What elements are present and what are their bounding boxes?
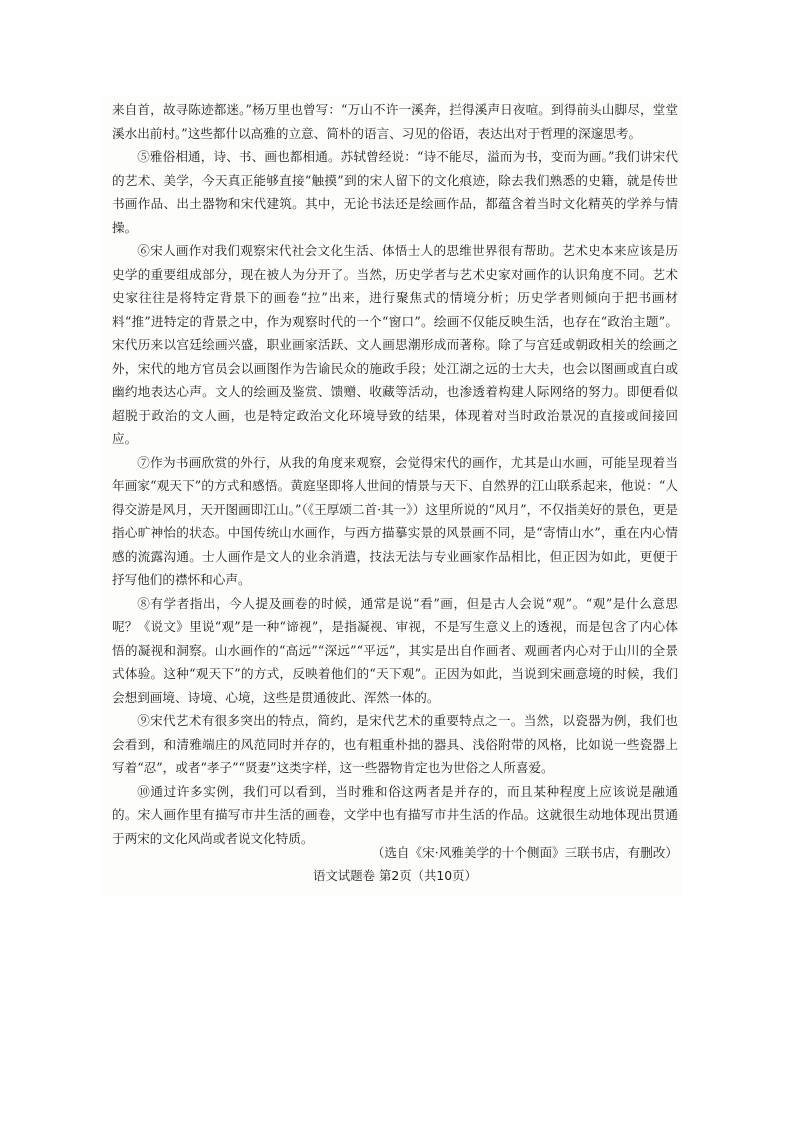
page-footer: 语文试题卷 第2页（共10页） bbox=[313, 868, 477, 883]
paragraph-10: ⑩通过许多实例，我们可以看到，当时雅和俗这两者是并存的，而且某种程度上应该说是融通的。宋人画作里有描写市井生活的画卷，文学中也有描写市井生活的作品。这就很生动地体现出贯通于两宋的文化风尚或者说文化特质。 bbox=[112, 783, 678, 846]
paragraph-continuation: 来自首，故寻陈迹都迷。”杨万里也曾写：“万山不许一溪奔，拦得溪声日夜喧。到得前头山脚尽，堂堂溪水出前村。”这些都什以高雅的立意、简朴的语言、习见的俗语，表达出对于哲理的深邃思考。 bbox=[112, 102, 678, 141]
paragraph-6: ⑥宋人画作对我们观察宋代社会文化生活、体悟士人的思维世界很有帮助。艺术史本来应该是历史学的重要组成部分，现在被人为分开了。当然，历史学者与艺术史家对画作的认识角度不同。艺术史家往往是将特定背景下的画卷“拉”出来，进行聚焦式的情境分析；历史学者则倾向于把书画材料“推”进特定的背景之中，作为观察时代的一个“窗口”。绘画不仅能反映生活，也存在“政治主题”。宋代历来以宫廷绘画兴盛，职业画家活跃、文人画思潮形成而著称。除了与宫廷或朝政相关的绘画之外，宋代的地方官员会以画图作为告谕民众的施政手段；处江湖之远的士大夫，也会以图画或直白或幽约地表达心声。文人的绘画及鉴赏、馈赠、收藏等活动，也渗透着构建人际网络的努力。即便看似超脱于政治的文人画，也是特定政治文化环境导致的结果，体现着对当时政治景况的直接或间接回应。 bbox=[112, 243, 678, 446]
source-citation: （选自《宋·风雅美学的十个侧面》三联书店，有删改） bbox=[371, 845, 678, 860]
article-body bbox=[112, 98, 678, 850]
paragraph-9: ⑨宋代艺术有很多突出的特点，简约，是宋代艺术的重要特点之一。当然，以瓷器为例，我们也会看到，和清雅端庄的风范同时并存的，也有粗重朴拙的器具、浅俗附带的风格，比如说一些瓷器上写着“忍”，或者“孝子”“贤妻”这类字样，这一些器物肯定也为世俗之人所喜爱。 bbox=[112, 713, 678, 775]
paragraph-8: ⑧有学者指出，今人提及画卷的时候，通常是说“看”画，但是古人会说“观”。“观”是什么意思呢？《说文》里说“观”是一种“谛视”，是指凝视、审视，不是写生意义上的透视，而是包含了内心体悟的凝视和洞察。山水画作的“高远”“深远”“平远”，其实是出自作画者、观画者内心对于山川的全景式体验。这种“观天下”的方式，反映着他们的“天下观”。正因为如此，当说到宋画意境的时候，我们会想到画境、诗境、心境，这些是贯通彼此、浑然一体的。 bbox=[112, 595, 678, 705]
paragraph-5: ⑤雅俗相通，诗、书、画也都相通。苏轼曾经说：“诗不能尽，溢而为书，变而为画。”我们讲宋代的艺术、美学，今天真正能够直接“触摸”到的宋人留下的文化痕迹，除去我们熟悉的史籍，就是传世书画作品、出土器物和宋代建筑。其中，无论书法还是绘画作品，都蕴含着当时文化精英的学养与情操。 bbox=[112, 149, 678, 235]
paragraph-7: ⑦作为书画欣赏的外行，从我的角度来观察，会觉得宋代的画作，尤其是山水画，可能呈现着当年画家“观天下”的方式和感悟。黄庭坚即将人世间的情景与天下、自然界的江山联系起来，他说：“人得交游是风月，天开图画即江山。”（《王厚颂二首·其一》）这里所说的“风月”，不仅指美好的景色，更是指心旷神怡的状态。中国传统山水画作，与西方描摹实景的风景画不同，是“寄情山水”，重在内心情感的流露沟通。士人画作是文人的业余消遣，技法无法与专业画家作品相比，但正因为如此，更便于抒写他们的襟怀和心声。 bbox=[112, 454, 678, 587]
